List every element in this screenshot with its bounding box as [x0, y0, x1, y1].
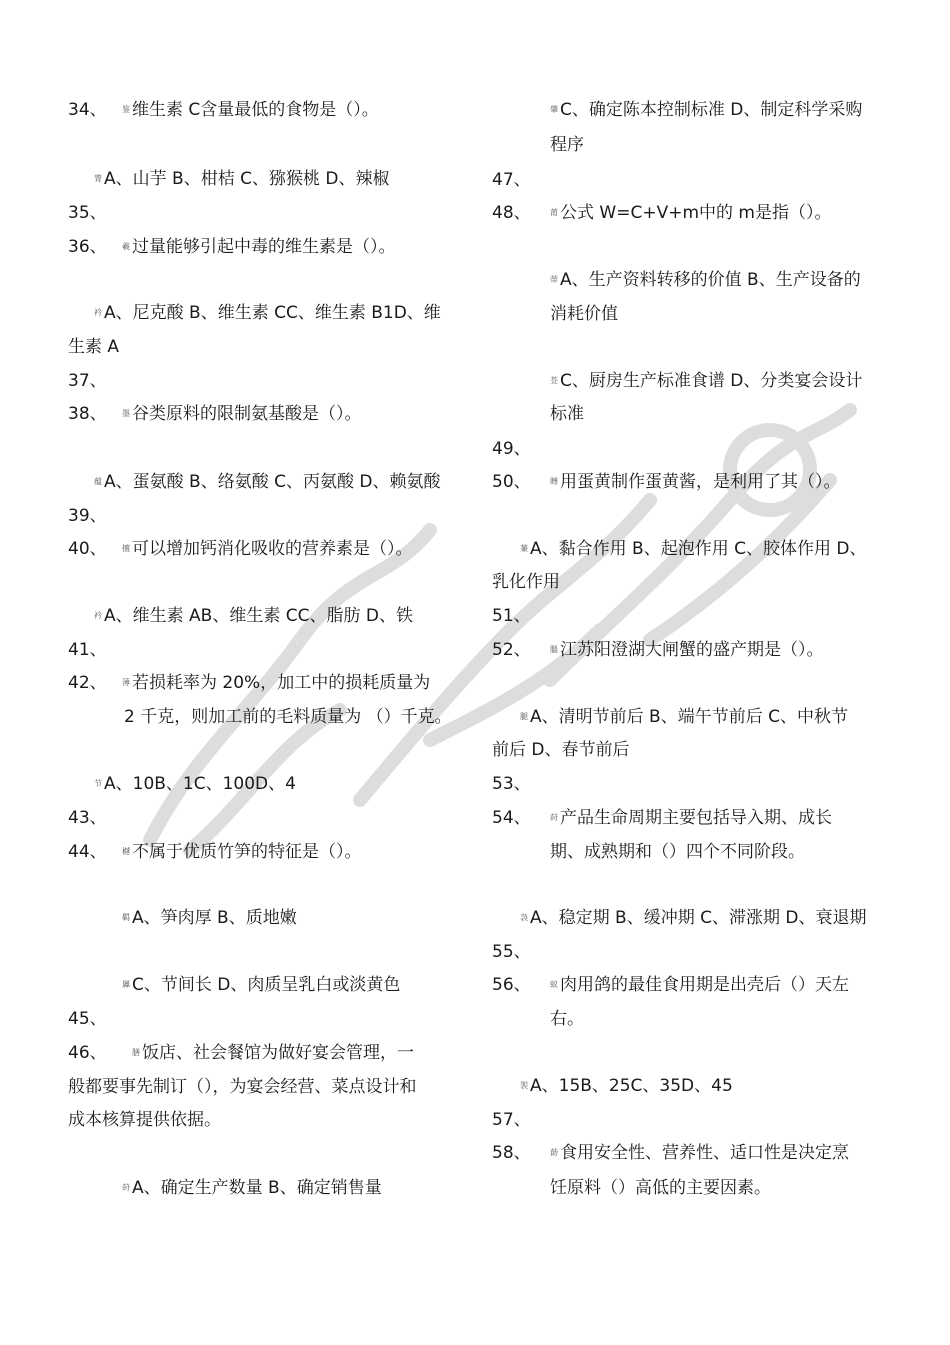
- question-number: 39、: [68, 506, 107, 526]
- question-stem: 谷类原料的限制氨基酸是（）。: [132, 404, 362, 424]
- option-line-cont: 标准: [550, 404, 584, 424]
- marker-glyph: 蒂: [550, 275, 558, 284]
- question-number: 52、: [492, 640, 531, 660]
- question-number: 40、: [68, 539, 107, 559]
- question-text: [132, 1041, 414, 1065]
- options: A、尼克酸 B、维生素 CC、维生素 B1D、维: [104, 303, 441, 323]
- options: A、10B、1C、100D、4: [104, 774, 296, 794]
- question-text: [122, 98, 379, 122]
- question-text: [550, 1141, 849, 1165]
- question-number: 35、: [68, 203, 107, 223]
- question-number: 49、: [492, 439, 531, 459]
- question-number: 47、: [492, 170, 531, 190]
- marker-glyph: 衿: [94, 611, 102, 620]
- question-text-cont: 右。: [550, 1009, 584, 1029]
- marker-glyph: 蚁: [550, 980, 558, 989]
- question-text: [550, 806, 832, 830]
- question-number: 42、: [68, 673, 107, 693]
- question-number: 56、: [492, 975, 531, 995]
- marker-glyph: 膂: [94, 174, 102, 183]
- question-number: 58、: [492, 1143, 531, 1163]
- option-line: [94, 470, 440, 494]
- question-number: 38、: [68, 404, 107, 424]
- question-stem: 食用安全性、营养性、适口性是决定烹: [560, 1143, 849, 1163]
- marker-glyph: 羲: [122, 242, 130, 251]
- question-text-cont: 2 千克，则加工前的毛料质量为 （）千克。: [124, 707, 452, 727]
- marker-glyph: 膃: [550, 645, 558, 654]
- question-text: [550, 638, 824, 662]
- marker-glyph: 墨: [122, 409, 130, 418]
- question-stem: 江苏阳澄湖大闸蟹的盛产期是（）。: [560, 640, 824, 660]
- option-line: [550, 98, 862, 122]
- question-text-cont: 饪原料（）高低的主要因素。: [550, 1178, 771, 1198]
- options: A、15B、25C、35D、45: [530, 1076, 733, 1096]
- option-line: [550, 268, 861, 292]
- marker-glyph: 肇: [550, 105, 558, 114]
- question-stem: 可以增加钙消化吸收的营养素是（）。: [132, 539, 413, 559]
- question-text: [550, 973, 849, 997]
- question-stem: 若损耗率为 20%，加工中的损耗质量为: [132, 673, 431, 693]
- marker-glyph: 薄: [122, 678, 130, 687]
- options: C、节间长 D、肉质呈乳白或淡黄色: [132, 975, 401, 995]
- option-line: [550, 369, 862, 393]
- question-number: 55、: [492, 942, 531, 962]
- question-number: 43、: [68, 808, 107, 828]
- options: A、黏合作用 B、起泡作用 C、胶体作用 D、: [530, 539, 867, 559]
- option-line: [520, 705, 848, 729]
- options: A、维生素 AB、维生素 CC、脂肪 D、铁: [104, 606, 413, 626]
- options: A、清明节前后 B、端午节前后 C、中秋节: [530, 707, 848, 727]
- option-line: [520, 1074, 733, 1098]
- question-number: 41、: [68, 640, 107, 660]
- question-stem: 用蛋黄制作蛋黄酱，是利用了其（）。: [560, 472, 841, 492]
- question-number: 34、: [68, 100, 107, 120]
- option-line: [520, 906, 866, 930]
- marker-glyph: 賻: [550, 477, 558, 486]
- options: A、山芋 B、柑桔 C、猕猴桃 D、辣椒: [104, 169, 390, 189]
- question-text: [122, 671, 430, 695]
- question-number: 57、: [492, 1110, 531, 1130]
- question-stem: 公式 W=C+V+m中的 m是指（）。: [560, 203, 832, 223]
- marker-glyph: 蕴: [94, 477, 102, 486]
- question-number: 46、: [68, 1043, 107, 1063]
- marker-glyph: 袈: [520, 1081, 528, 1090]
- question-text: [122, 537, 413, 561]
- question-text: [550, 470, 841, 494]
- options: A、笋肉厚 B、质地嫩: [132, 908, 297, 928]
- question-number: 36、: [68, 237, 107, 257]
- options: A、蛋氨酸 B、络氨酸 C、丙氨酸 D、赖氨酸: [104, 472, 441, 492]
- marker-glyph: 节: [94, 779, 102, 788]
- marker-glyph: 腿: [520, 712, 528, 721]
- option-line: [94, 167, 389, 191]
- options: A、稳定期 B、缓冲期 C、滞涨期 D、衰退期: [530, 908, 867, 928]
- option-line: [94, 301, 441, 325]
- options: C、确定陈本控制标准 D、制定科学采购: [560, 100, 863, 120]
- marker-glyph: 莳: [122, 1183, 130, 1192]
- options: A、确定生产数量 B、确定销售量: [132, 1178, 382, 1198]
- marker-glyph: 羼: [122, 980, 130, 989]
- marker-glyph: 莆: [550, 208, 558, 217]
- option-line: [122, 1176, 382, 1200]
- question-stem: 产品生命周期主要包括导入期、成长: [560, 808, 832, 828]
- question-stem: 不属于优质竹笋的特征是（）。: [132, 842, 362, 862]
- option-line: [94, 772, 296, 796]
- marker-glyph: 蒹: [520, 544, 528, 553]
- marker-glyph: 樾: [122, 847, 130, 856]
- option-line: [122, 973, 400, 997]
- option-line-cont: 程序: [550, 135, 584, 155]
- option-line-cont: 乳化作用: [492, 572, 560, 592]
- question-number: 53、: [492, 774, 531, 794]
- question-number: 45、: [68, 1009, 107, 1029]
- question-stem: 过量能够引起中毒的维生素是（）。: [132, 237, 396, 257]
- question-number: 50、: [492, 472, 531, 492]
- question-number: 51、: [492, 606, 531, 626]
- question-text-cont: 成本核算提供依据。: [68, 1110, 221, 1130]
- option-line-cont: 消耗价值: [550, 304, 618, 324]
- question-number: 54、: [492, 808, 531, 828]
- question-text: [122, 402, 362, 426]
- question-text: [550, 201, 831, 225]
- question-text-cont: 般都要事先制订（），为宴会经营、菜点设计和: [68, 1077, 417, 1097]
- marker-glyph: 袅: [520, 913, 528, 922]
- marker-glyph: 莶: [550, 376, 558, 385]
- option-line: [122, 906, 297, 930]
- question-text-cont: 期、成熟期和（）四个不同阶段。: [550, 842, 805, 862]
- option-line: [94, 604, 413, 628]
- question-stem: 维生素 C含量最低的食物是（）。: [132, 100, 379, 120]
- question-stem: 饭店、社会餐馆为做好宴会管理，一: [142, 1043, 414, 1063]
- marker-glyph: 衿: [94, 308, 102, 317]
- question-text: [122, 235, 396, 259]
- question-number: 44、: [68, 842, 107, 862]
- question-number: 37、: [68, 371, 107, 391]
- options: A、生产资料转移的价值 B、生产设备的: [560, 270, 861, 290]
- marker-glyph: 羁: [122, 913, 130, 922]
- option-line-cont: 生素 A: [68, 337, 120, 357]
- question-number: 48、: [492, 203, 531, 223]
- marker-glyph: 莳: [550, 813, 558, 822]
- question-stem: 肉用鸽的最佳食用期是出壳后（）天左: [560, 975, 849, 995]
- marker-glyph: 鉴: [122, 105, 130, 114]
- marker-glyph: 擅: [122, 544, 130, 553]
- marker-glyph: 莇: [550, 1148, 558, 1157]
- option-line: [520, 537, 866, 561]
- marker-glyph: 膳: [132, 1048, 140, 1057]
- options: C、厨房生产标准食谱 D、分类宴会设计: [560, 371, 863, 391]
- option-line-cont: 前后 D、春节前后: [492, 740, 630, 760]
- question-text: [122, 840, 362, 864]
